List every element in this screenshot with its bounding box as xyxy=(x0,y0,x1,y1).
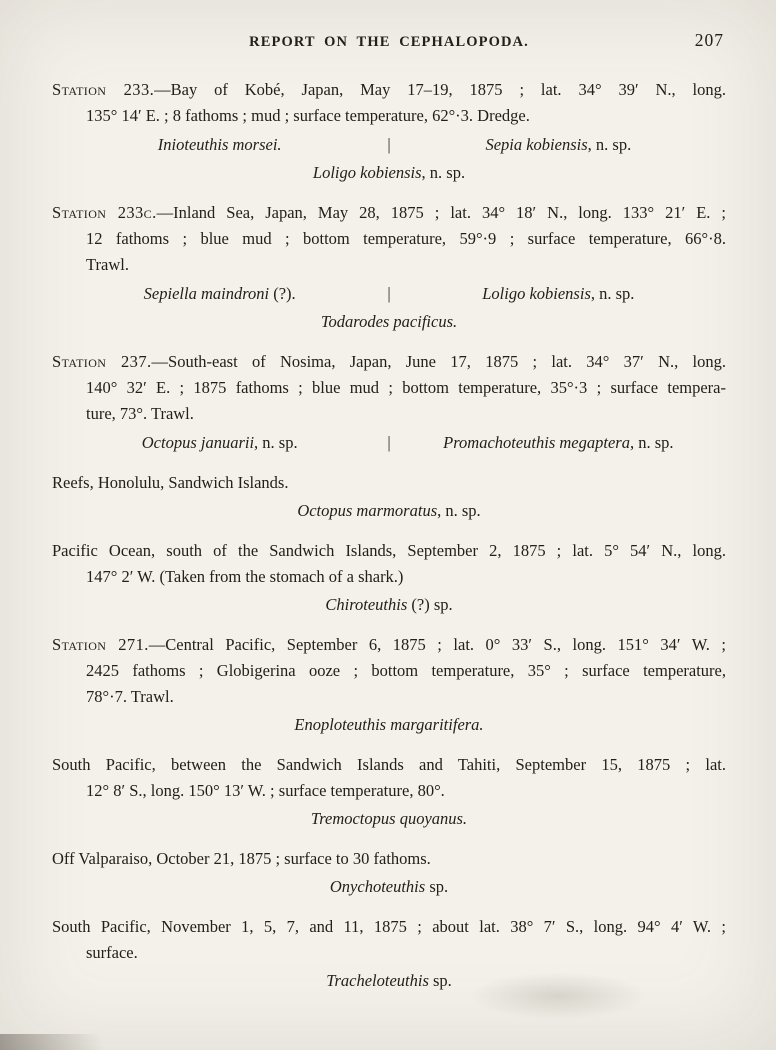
heading-line: 147° 2′ W. (Taken from the stomach of a shark.) xyxy=(86,567,404,586)
heading-line: South Pacific, between the Sandwich Islands and Tahiti, September 15, 1875 ; lat. xyxy=(52,755,726,774)
species-centered xyxy=(52,712,726,738)
species-qualifier: (?). xyxy=(269,284,296,303)
species-name: Octopus marmoratus xyxy=(297,501,438,520)
heading-line: Pacific Ocean, south of the Sandwich Islands, September 2, 1875 ; lat. 5° 54′ N., long. xyxy=(52,541,726,560)
species-qualifier: , n. sp. xyxy=(629,433,674,452)
locality-entry xyxy=(52,914,726,994)
heading-text: —South-east of Nosima, Japan, June 17, 1875 ; lat. 34° 37′ N., long. xyxy=(151,352,727,371)
heading-line xyxy=(52,200,726,226)
heading-line: 2425 fathoms ; Globigerina ooze ; bottom temperature, 35° ; surface temperature, xyxy=(86,661,726,680)
species-centered xyxy=(52,806,726,832)
heading-line: ture, 73°. Trawl. xyxy=(86,404,194,423)
heading-line: 78°·7. Trawl. xyxy=(86,687,174,706)
species-name: Sepia kobiensis xyxy=(485,135,588,154)
heading-text: —Central Pacific, September 6, 1875 ; lat. 0° 33′ S., long. 151° 34′ W. ; xyxy=(148,635,726,654)
heading-line: South Pacific, November 1, 5, 7, and 11, 1875 ; about lat. 38° 7′ S., long. 94° 4′ W. ; xyxy=(52,917,726,936)
species-name: Inioteuthis morsei. xyxy=(157,135,282,154)
species-left xyxy=(52,281,387,307)
station-label: Station 237. xyxy=(52,352,152,371)
heading-text: —Inland Sea, Japan, May 28, 1875 ; lat. 34° 18′ N., long. 133° 21′ E. ; xyxy=(156,203,726,222)
heading-text: —Bay of Kobé, Japan, May 17–19, 1875 ; lat. 34° 39′ N., long. xyxy=(154,80,726,99)
station-label: Station 271. xyxy=(52,635,149,654)
species-pair-row xyxy=(52,281,726,307)
species-name: Promachoteuthis megaptera xyxy=(443,433,630,452)
species-name: Todarodes pacificus. xyxy=(320,312,458,331)
species-centered xyxy=(52,160,726,186)
species-right xyxy=(391,430,726,456)
station-entry xyxy=(52,632,726,738)
species-right xyxy=(391,281,726,307)
species-name: Loligo kobiensis xyxy=(482,284,591,303)
species-name: Onychoteuthis xyxy=(329,877,426,896)
heading-line: Reefs, Honolulu, Sandwich Islands. xyxy=(52,473,289,492)
heading-line xyxy=(52,77,726,103)
species-qualifier: , n. sp. xyxy=(254,433,298,452)
locality-entry xyxy=(52,470,726,524)
species-name: Enoploteuthis margaritifera. xyxy=(294,715,484,734)
species-centered xyxy=(52,309,726,335)
heading-line: Trawl. xyxy=(86,255,129,274)
species-name: Tremoctopus quoyanus. xyxy=(310,809,468,828)
species-name: Octopus januarii xyxy=(141,433,255,452)
column-divider: | xyxy=(387,135,391,154)
station-entry xyxy=(52,77,726,186)
station-label: Station 233. xyxy=(52,80,155,99)
heading-line: 12 fathoms ; blue mud ; bottom temperature, 59°·9 ; surface temperature, 66°·8. xyxy=(86,229,726,248)
species-centered xyxy=(52,498,726,524)
page-header xyxy=(52,30,726,51)
species-qualifier: (?) sp. xyxy=(407,595,453,614)
heading-line: 135° 14′ E. ; 8 fathoms ; mud ; surface temperature, 62°·3. Dredge. xyxy=(86,106,530,125)
column-divider: | xyxy=(387,284,391,303)
station-entry xyxy=(52,200,726,335)
species-qualifier: , n. sp. xyxy=(437,501,481,520)
species-left xyxy=(52,132,387,158)
species-left xyxy=(52,430,387,456)
species-right xyxy=(391,132,726,158)
species-qualifier: , n. sp. xyxy=(587,135,632,154)
heading-line: surface. xyxy=(86,943,138,962)
locality-entry xyxy=(52,538,726,618)
species-name: Tracheloteuthis xyxy=(326,971,429,990)
locality-entry xyxy=(52,846,726,900)
page-number: 207 xyxy=(694,30,724,50)
species-centered xyxy=(52,592,726,618)
species-qualifier: sp. xyxy=(425,877,449,896)
heading-line: 12° 8′ S., long. 150° 13′ W. ; surface temperature, 80°. xyxy=(86,781,445,800)
species-qualifier: , n. sp. xyxy=(590,284,635,303)
species-name: Chiroteuthis xyxy=(325,595,408,614)
locality-entry xyxy=(52,752,726,832)
species-name: Loligo kobiensis xyxy=(312,163,422,182)
species-pair-row xyxy=(52,132,726,158)
species-centered xyxy=(52,874,726,900)
running-title: REPORT ON THE CEPHALOPODA. xyxy=(249,34,529,50)
heading-line xyxy=(52,632,726,658)
station-label: Station 233c. xyxy=(52,203,157,222)
species-pair-row xyxy=(52,430,726,456)
species-name: Sepiella maindroni xyxy=(143,284,270,303)
species-qualifier: , n. sp. xyxy=(421,163,466,182)
species-qualifier: sp. xyxy=(428,971,452,990)
station-entry xyxy=(52,349,726,456)
heading-line: 140° 32′ E. ; 1875 fathoms ; blue mud ; bottom temperature, 35°·3 ; surface tempera- xyxy=(86,378,726,397)
column-divider: | xyxy=(387,433,391,452)
heading-line: Off Valparaiso, October 21, 1875 ; surface to 30 fathoms. xyxy=(52,849,431,868)
heading-line xyxy=(52,349,726,375)
species-centered xyxy=(52,968,726,994)
